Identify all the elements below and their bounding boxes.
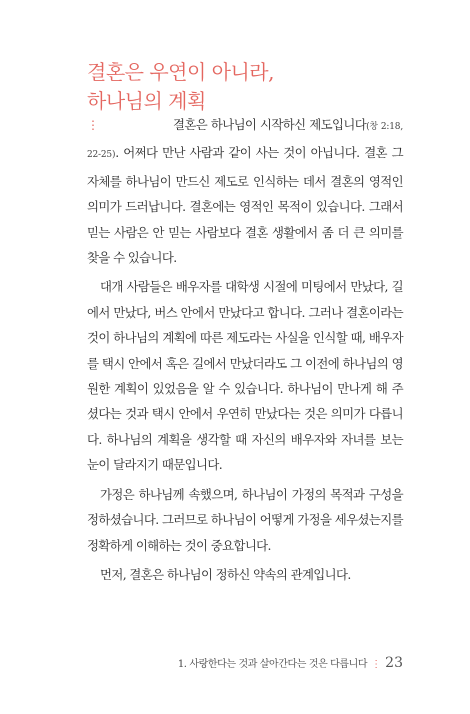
body-text (87, 112, 403, 591)
paragraph-1 (87, 112, 403, 270)
scripture-reference-open: (창 2:18, (366, 122, 403, 132)
paragraph-1-lead: 결혼은 하나님이 시작하신 제도입니다 (173, 117, 367, 132)
paragraph-2: 대개 사람들은 배우자를 대학생 시절에 미팅에서 만났다, 길에서 만났다, 버스 안에서 만났다고 합니다. 그러나 결혼이라는 것이 하나님의 계획에 따른 제도라는 사실을 인식할 때, 배우자를 택시 안에서 혹은 길에서 만났더라도 그 이전에 하나님의 영원한 계획이 있었음을 알 수 있습니다. 하나님이 만나게 해 주셨다는 것과 택시 안에서 우연히 만났다는 것은 의미가 다릅니다. 하나님의 계획을 생각할 때 자신의 배우자와 자녀를 보는 눈이 달라지기 때문입니다. (87, 279, 403, 473)
chapter-section-title (87, 58, 274, 116)
paragraph-4: 먼저, 결혼은 하나님이 정하신 약속의 관계입니다. (100, 566, 351, 582)
page-footer (0, 655, 403, 671)
title-line-1: 결혼은 우연이 아니라, (87, 60, 274, 84)
title-line-2: 하나님의 계획 (87, 89, 206, 113)
footer-separator-icon: ⋮ (371, 659, 382, 670)
page-number: 23 (385, 655, 403, 671)
running-chapter-title: 1. 사랑한다는 것과 살아간다는 것은 다릅니다 (177, 659, 368, 670)
scripture-reference-close: 22-25) (87, 150, 116, 161)
ornament-icon: ⋮ (87, 118, 99, 132)
paragraph-1-rest: . 어쩌다 만난 사람과 같이 사는 것이 아닙니다. 결혼 그 자체를 하나님이 만드신 제도로 인식하는 데서 결혼의 영적인 의미가 드러납니다. 결혼에는 영적인 목적이 있습니다. 그래서 믿는 사람은 안 믿는 사람보다 결혼 생활에서 좀 더 큰 의미를 찾을 수 있습니다. (87, 145, 403, 266)
paragraph-3: 가정은 하나님께 속했으며, 하나님이 가정의 목적과 구성을 정하셨습니다. 그러므로 하나님이 어떻게 가정을 세우셨는지를 정확하게 이해하는 것이 중요합니다. (87, 486, 403, 553)
